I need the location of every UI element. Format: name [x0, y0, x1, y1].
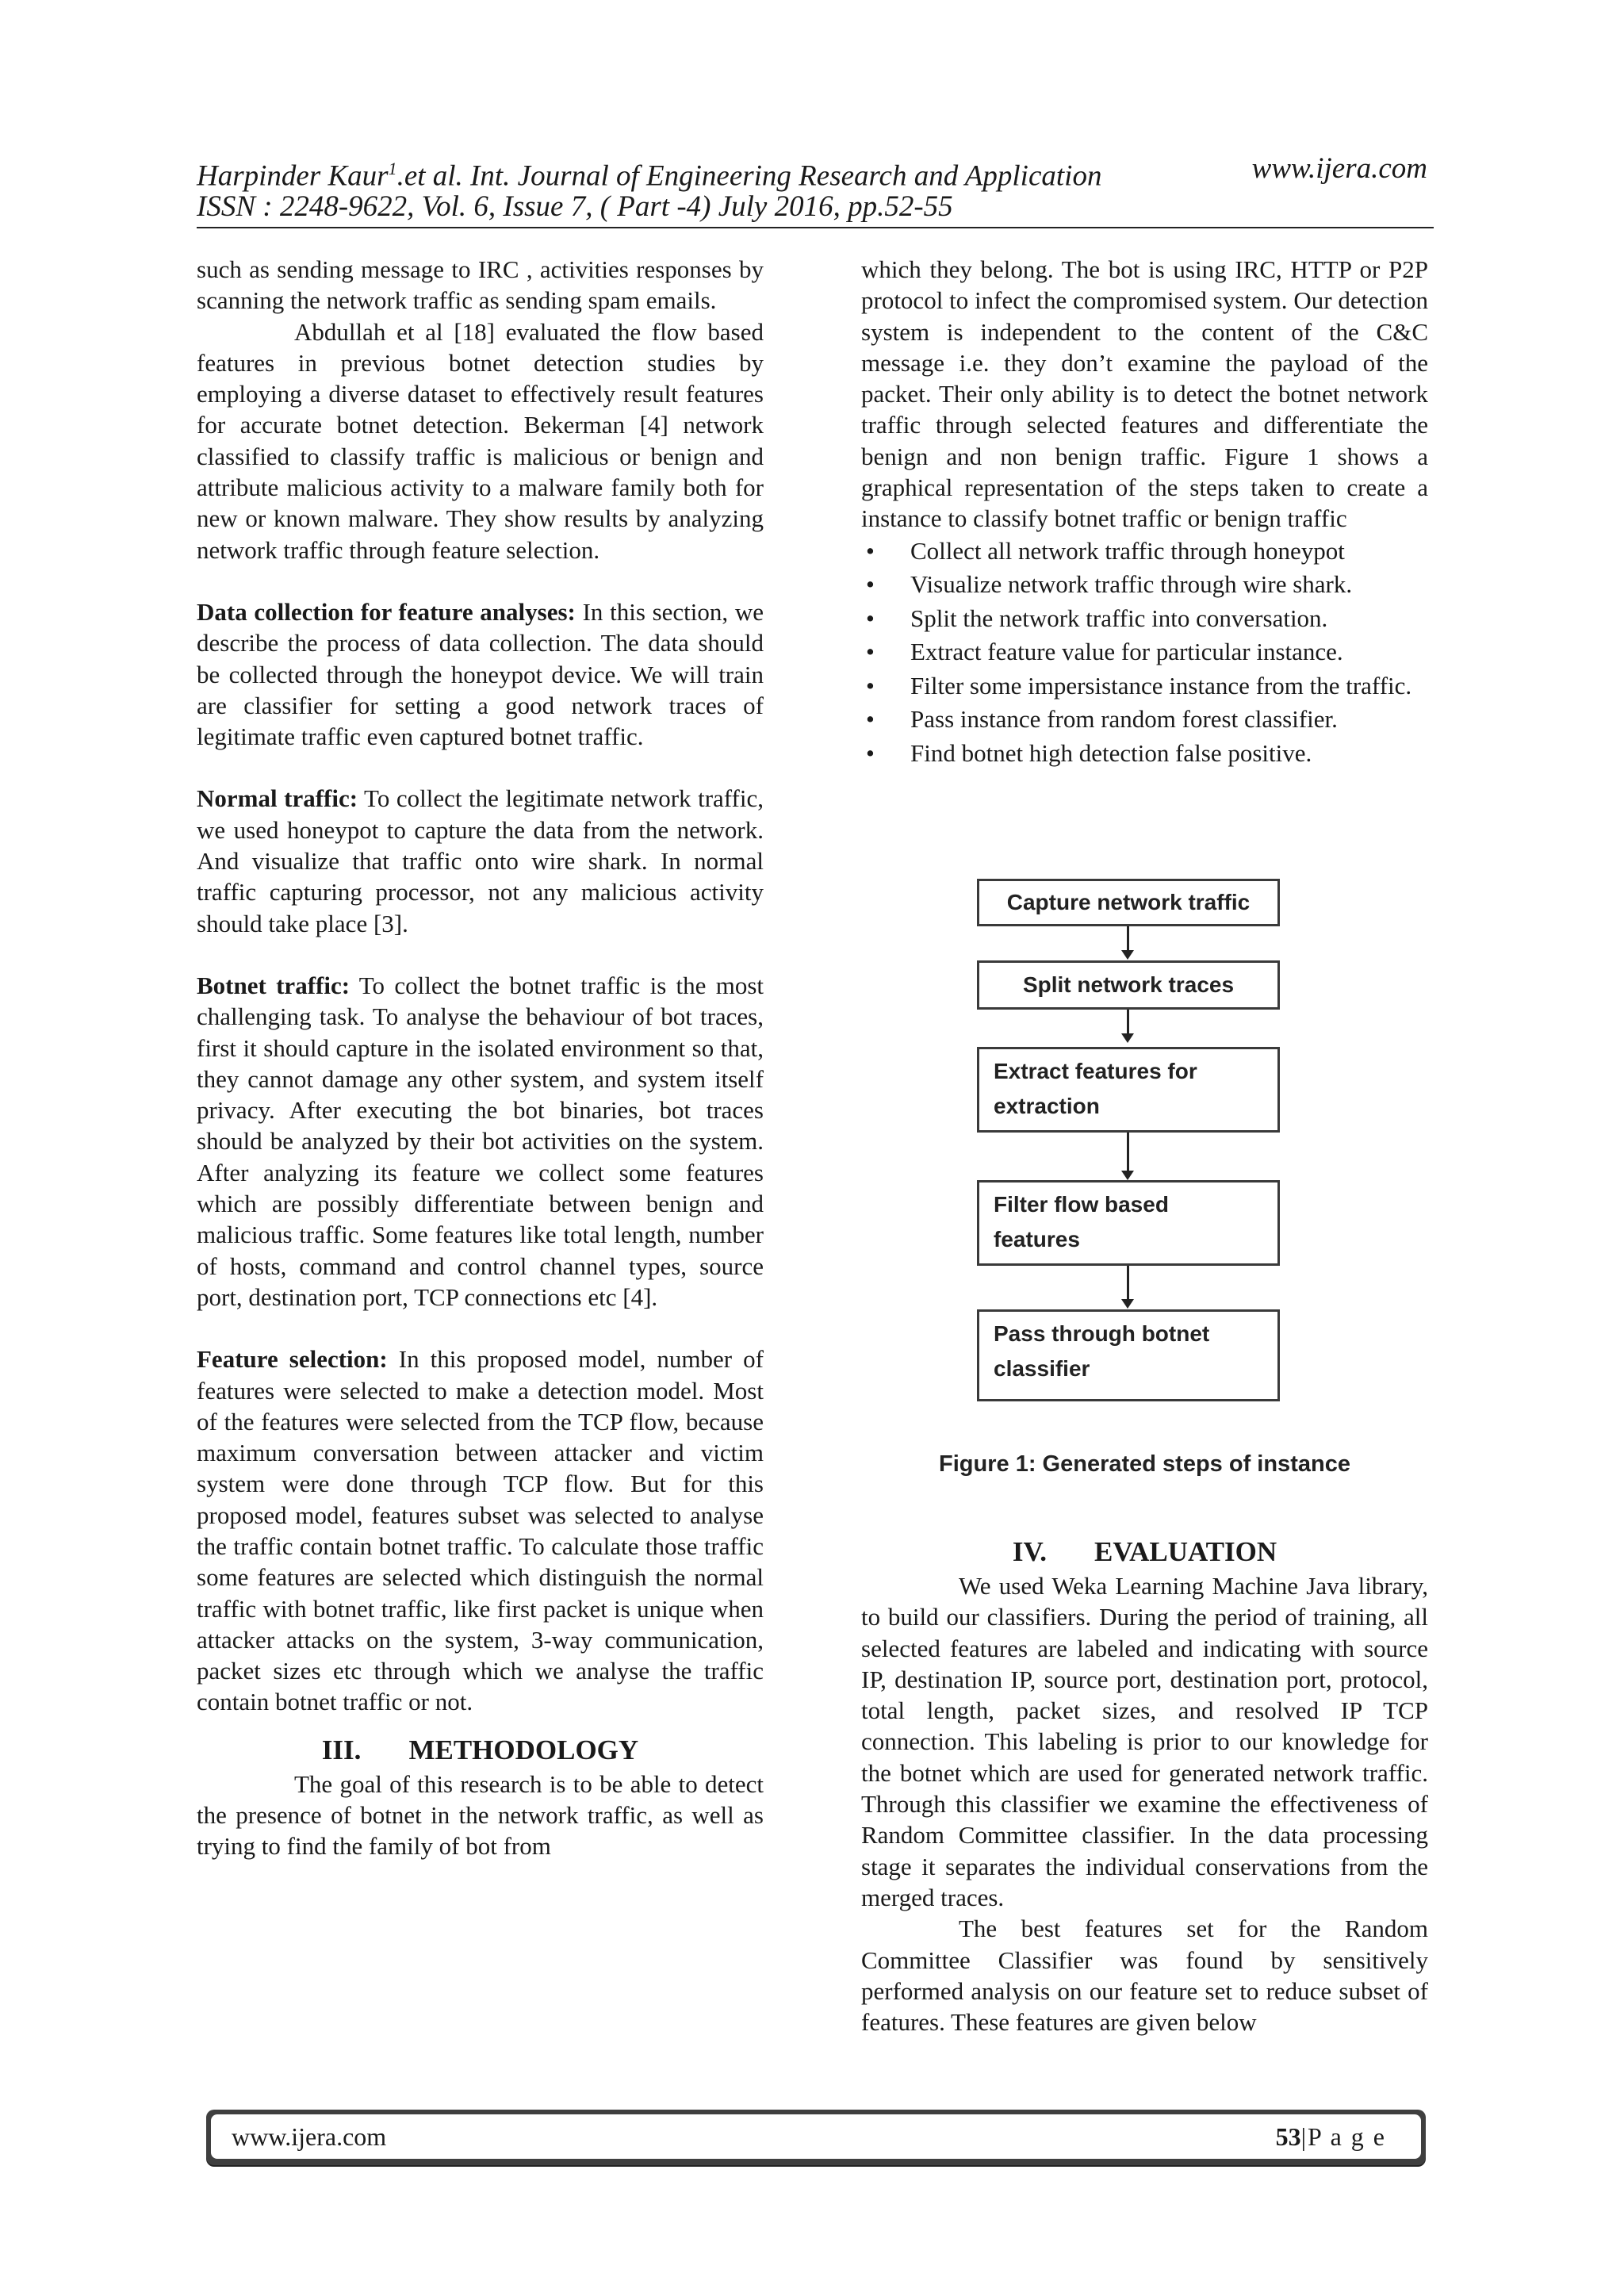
flow-step-filter: [977, 1180, 1280, 1266]
right-column-lower: [861, 1535, 1428, 2037]
evaluation-paragraph-1: We used Weka Learning Machine Java library, to build our classifiers. During the period of training, all selected features are labeled and indicating with source IP, destination IP, source port, destination port, protocol, total length, packet sizes, and resolved IP TCP connection. This labeling is prior to our knowledge for the botnet which are used for generated network traffic. Through this classifier we examine the effectiveness of Random Committee classifier. In the data processing stage it separates the individual conservations from the merged traces.: [861, 1572, 1428, 1911]
flow-step-label: features: [994, 1227, 1080, 1251]
flow-arrow-icon: [1127, 1266, 1129, 1301]
methodology-paragraph: The goal of this research is to be able to detect the presence of botnet in the network traffic, as well as trying to find the family of bot from: [197, 1769, 764, 1861]
bullet-icon: •: [866, 536, 875, 565]
bullet-icon: •: [866, 671, 875, 700]
list-item: [861, 737, 1428, 769]
bullet-icon: •: [866, 638, 875, 666]
list-item-text: Visualize network traffic through wire shark.: [910, 570, 1353, 599]
running-header: [197, 151, 1434, 230]
methodology-section-label: METHODOLOGY: [408, 1734, 639, 1765]
footer-website: www.ijera.com: [232, 2122, 387, 2151]
flowchart-figure: [977, 879, 1286, 1402]
evaluation-section-title: [861, 1535, 1428, 1569]
feature-selection-text: In this proposed model, number of features were selected to make a detection model. Most of the features were selected from the TCP flow, because maximum conversation between attacker and victim system were done through TCP flow. But for this proposed model, features subset was selected to analyse the traffic contain botnet traffic. To calculate those traffic some features are selected which distinguish the normal traffic with botnet traffic, like first packet is unique when attacker attacks on the system, 3-way communication, packet sizes etc through which we analyse the traffic contain botnet traffic or not.: [197, 1345, 764, 1716]
flow-step-label: Capture network traffic: [1006, 890, 1251, 914]
data-collection-heading: Data collection for feature analyses:: [197, 597, 576, 626]
flow-step-label: Filter flow based: [994, 1192, 1169, 1217]
paragraph-gap: [197, 939, 764, 970]
evaluation-section-number: IV.: [1012, 1536, 1047, 1567]
flow-step-label: Pass through botnet: [994, 1321, 1210, 1346]
footer-page-number: [1276, 2122, 1386, 2152]
flow-step-label: Split network traces: [1022, 972, 1235, 997]
list-item-text: Pass instance from random forest classifier.: [910, 705, 1338, 734]
normal-traffic-paragraph: [197, 783, 764, 938]
list-item-text: Split the network traffic into conversation.: [910, 604, 1328, 632]
paragraph-gap: [197, 565, 764, 596]
left-paragraph-1: such as sending message to IRC , activities responses by scanning the network traffic as sending spam emails.: [197, 255, 764, 315]
bullet-icon: •: [866, 604, 875, 632]
header-issue: ISSN : 2248-9622, Vol. 6, Issue 7, ( Part -4) July 2016, pp.52-55: [197, 190, 953, 223]
list-item: [861, 703, 1428, 735]
botnet-traffic-heading: Botnet traffic:: [197, 971, 350, 999]
normal-traffic-text: To collect the legitimate network traffic, we used honeypot to capture the data from the network. And visualize that traffic onto wire shark. In normal traffic capturing processor, not any malicious activity should take place [3].: [197, 784, 764, 937]
botnet-traffic-paragraph: [197, 970, 764, 1313]
right-paragraph-1: which they belong. The bot is using IRC, HTTP or P2P protocol to infect the compromised system. Our detection system is independent to the content of the C&C message i.e. they don’t examine the payload of the packet. Their only ability is to detect the botnet network traffic through selected features and differentiate the benign and non benign traffic. Figure 1 shows a graphical representation of the steps taken to create a instance to classify botnet traffic or benign traffic: [861, 255, 1428, 533]
list-item: [861, 669, 1428, 702]
list-item-text: Extract feature value for particular instance.: [910, 638, 1343, 666]
flow-step-capture: [977, 879, 1280, 926]
header-author: Harpinder Kaur: [197, 159, 389, 193]
paragraph-gap: [197, 752, 764, 783]
footer-panel: [211, 2114, 1421, 2159]
list-item-text: Find botnet high detection false positive.: [910, 738, 1312, 767]
right-column: [861, 254, 1428, 770]
steps-bullet-list: [861, 535, 1428, 769]
list-item-text: Filter some impersistance instance from the traffic.: [910, 671, 1412, 700]
page-footer: [206, 2110, 1426, 2165]
page-label: |P a g e: [1300, 2122, 1386, 2151]
list-item: [861, 635, 1428, 668]
figure-caption: Figure 1: Generated steps of instance: [939, 1451, 1350, 1477]
flow-arrow-icon: [1127, 926, 1129, 952]
feature-selection-heading: Feature selection:: [197, 1345, 388, 1374]
header-author-sup: 1: [388, 159, 397, 178]
evaluation-section-label: EVALUATION: [1094, 1536, 1277, 1567]
bullet-icon: •: [866, 705, 875, 734]
flow-arrow-icon: [1127, 1133, 1129, 1172]
header-divider: [197, 227, 1434, 228]
bullet-icon: •: [866, 570, 875, 599]
flow-arrow-icon: [1127, 1010, 1129, 1035]
data-collection-paragraph: [197, 596, 764, 752]
botnet-traffic-text: To collect the botnet traffic is the most challenging task. To analyse the behaviour of bot traces, first it should capture in the isolated environment so that, they cannot damage any other system, and system itself privacy. After executing the bot binaries, bot traces should be analyzed by their bot activities on the system. After analyzing its feature we collect some features which are possibly differentiate between benign and malicious traffic. Some features like total length, number of hosts, command and control channel types, source port, destination port, TCP connections etc [4].: [197, 971, 764, 1311]
left-paragraph-2: Abdullah et al [18] evaluated the flow based features in previous botnet detection studies by employing a diverse dataset to effectively result features for accurate botnet detection. Bekerman [4] network classified to classify traffic is malicious or benign and attribute malicious activity to a malware family both for new or known malware. They show results by analyzing network traffic through feature selection.: [197, 317, 764, 564]
page-number: 53: [1275, 2122, 1301, 2151]
methodology-section-title: [197, 1734, 764, 1767]
header-journal: .et al. Int. Journal of Engineering Research and Application: [396, 159, 1102, 193]
methodology-section-number: III.: [321, 1734, 362, 1765]
flow-step-extract: [977, 1047, 1280, 1133]
evaluation-paragraph-2: The best features set for the Random Committee Classifier was found by sensitively performed analysis on our feature set to reduce subset of features. These features are given below: [861, 1915, 1428, 2037]
list-item-text: Collect all network traffic through honeypot: [910, 536, 1345, 565]
left-column: [197, 254, 764, 1862]
flow-step-classify: [977, 1309, 1280, 1401]
bullet-icon: •: [866, 738, 875, 767]
normal-traffic-heading: Normal traffic:: [197, 784, 358, 813]
data-collection-text: In this section, we describe the process of data collection. The data should be collected through the honeypot device. We will train are classifier for setting a good network traces of legitimate traffic even captured botnet traffic.: [197, 597, 764, 751]
header-website: www.ijera.com: [1251, 152, 1427, 185]
flow-step-split: [977, 960, 1280, 1010]
flow-step-label: extraction: [994, 1094, 1100, 1118]
list-item: [861, 602, 1428, 634]
feature-selection-paragraph: [197, 1343, 764, 1718]
flow-step-label: classifier: [994, 1356, 1090, 1381]
flow-step-label: Extract features for: [994, 1059, 1197, 1083]
paragraph-gap: [197, 1313, 764, 1343]
list-item: [861, 568, 1428, 600]
list-item: [861, 535, 1428, 567]
